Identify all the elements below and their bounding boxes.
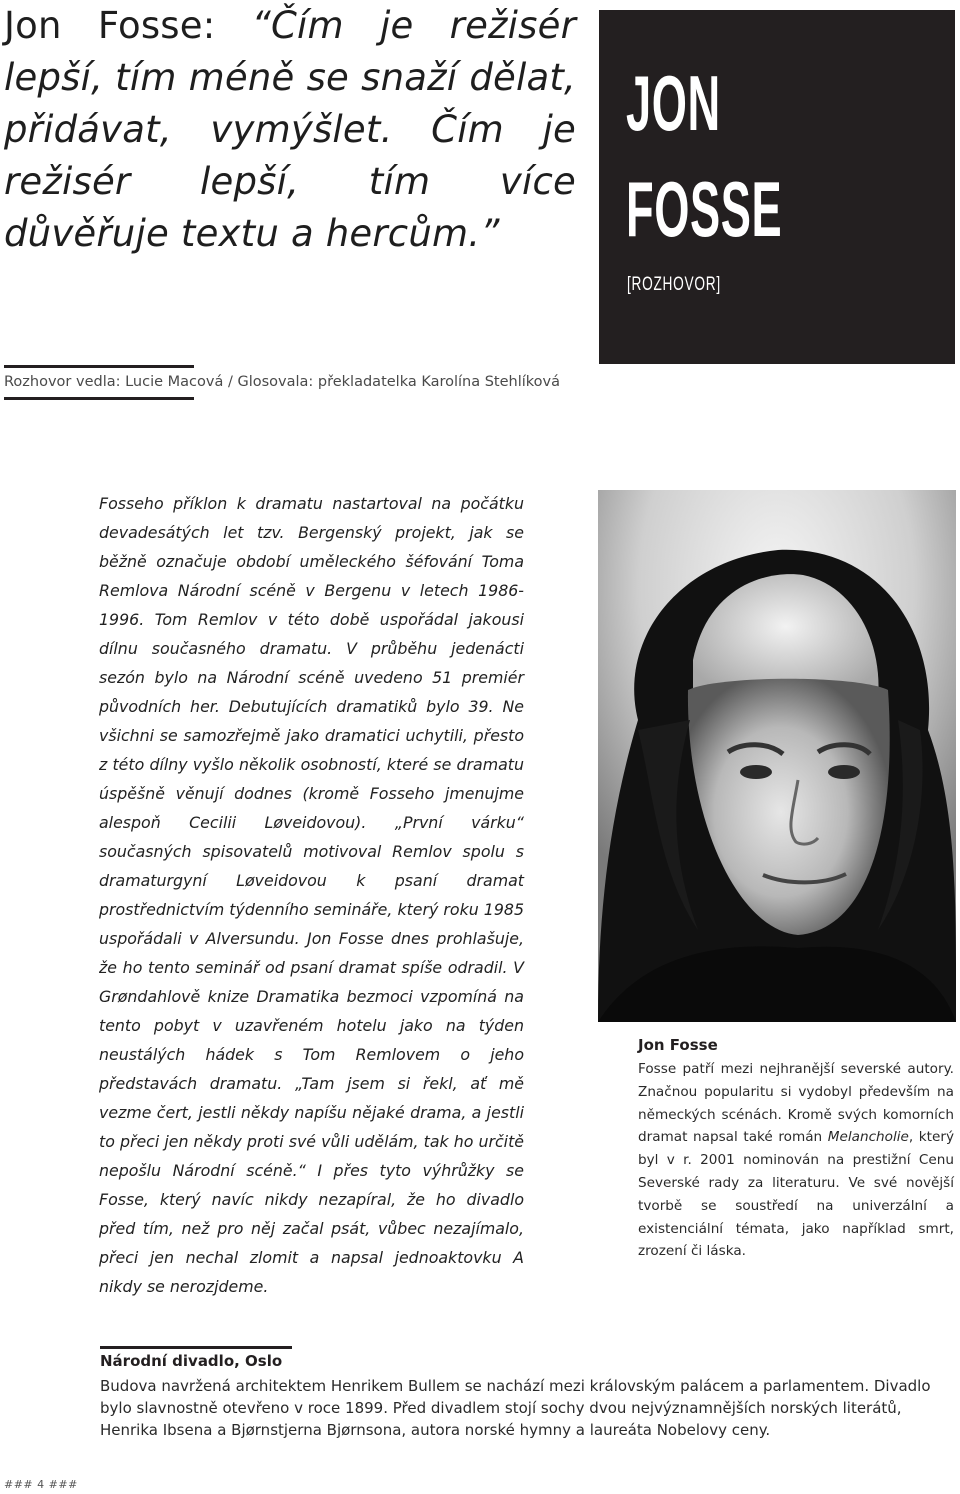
title-name	[626, 50, 782, 262]
title-name-line1: JON	[626, 59, 721, 147]
caption-text	[638, 1058, 954, 1263]
article-body: Fosseho příklon k dramatu nastartoval na počátku devadesátých let tzv. Bergenský projekt, jak se běžně označuje období uměleckého šéfování Toma Remlova Národní scéně v Bergenu v letech 1986-1996. Tom Remlov v této době uspořádal jakousi dílnu současného dramatu. V průběhu jedenácti sezón bylo na Národní scéně uvedeno 51 premiér původních her. Debutujících dramatiků bylo 39. Ne všichni se samozřejmě jako dramatici uchytili, přesto z této dílny vyšlo několik osobností, které se dramatu úspěšně věnují dodnes (kromě Fosseho jmenujme alespoň Cecilii Løveidovou). „První várku“ současných spisovatelů motivoval Remlov spolu s dramaturgyní Løveidovou k psaní dramat prostřednictvím týdenního semináře, který roku 1985 uspořádali v Alversundu. Jon Fosse dnes prohlašuje, že ho tento seminář od psaní dramat spíše odradil. V Grøndahlově knize Dramatika bezmoci vzpomíná na tento pobyt v uzavřeném hotelu jako na týden neustálých hádek s Tom Remlovem o jeho představách dramatu. „Tam jsem si řekl, ať mě vezme čert, jestli někdy napíšu nějaké drama, a jestli to přeci jen někdy proti své vůli udělám, tak ho určitě nepošlu Národní scéně.“ I přes tyto výhrůžky se Fosse, který navíc nikdy nezapíral, že ho divadlo před tím, než pro něj začal psát, vůbec nezajímalo, přeci jen nechal zlomit a napsal jednoaktovku A nikdy se nerozjdeme.	[99, 494, 524, 1296]
headline-quote	[4, 0, 576, 260]
portrait-image	[598, 490, 956, 1022]
caption-book-title: Melancholie	[827, 1129, 909, 1146]
headline-quote-text: “Čím je režisér lepší, tím méně se snaží dělat, přidávat, vymýšlet. Čím je režisér lepší, tím více důvěřuje textu a hercům.”	[4, 4, 576, 255]
bottom-note-rule	[100, 1346, 292, 1349]
title-name-line2: FOSSE	[626, 165, 783, 253]
bottom-note-text: Budova navržená architektem Henrikem Bullem se nachází mezi královským palácem a parlamentem. Divadlo bylo slavnostně otevřeno v roce 1899. Před divadlem stojí sochy dvou nejvýznamnějších norských literátů, Henrika Ibsena a Bjørnstjerna Bjørnsona, autora norské hymny a laureáta Nobelovy ceny.	[100, 1377, 931, 1439]
page-number: ### 4 ###	[4, 1478, 78, 1491]
credits-rule-bottom	[4, 397, 194, 400]
headline-author: Jon Fosse:	[4, 4, 252, 47]
portrait-photo	[598, 490, 956, 1022]
caption-text-part2: , který byl v r. 2001 nominován na prestižní Cenu Severské rady za literaturu. Ve své novější tvorbě se soustředí na univerzální a existenciální témata, jako například smrt, zrození či láska.	[638, 1129, 954, 1260]
caption-text-part1: Fosse patří mezi nejhranější severské autory. Značnou popularitu si vydobyl především na německých scénách. Kromě svých komorních dramat napsal také román	[638, 1061, 954, 1146]
title-box	[599, 10, 955, 364]
bottom-note-title: Národní divadlo, Oslo	[100, 1352, 283, 1370]
caption-title: Jon Fosse	[638, 1036, 718, 1054]
title-tag: [ROZHOVOR]	[627, 274, 721, 295]
credits-rule-top	[4, 365, 194, 368]
credits-line: Rozhovor vedla: Lucie Macová / Glosovala: překladatelka Karolína Stehlíková	[4, 374, 561, 390]
